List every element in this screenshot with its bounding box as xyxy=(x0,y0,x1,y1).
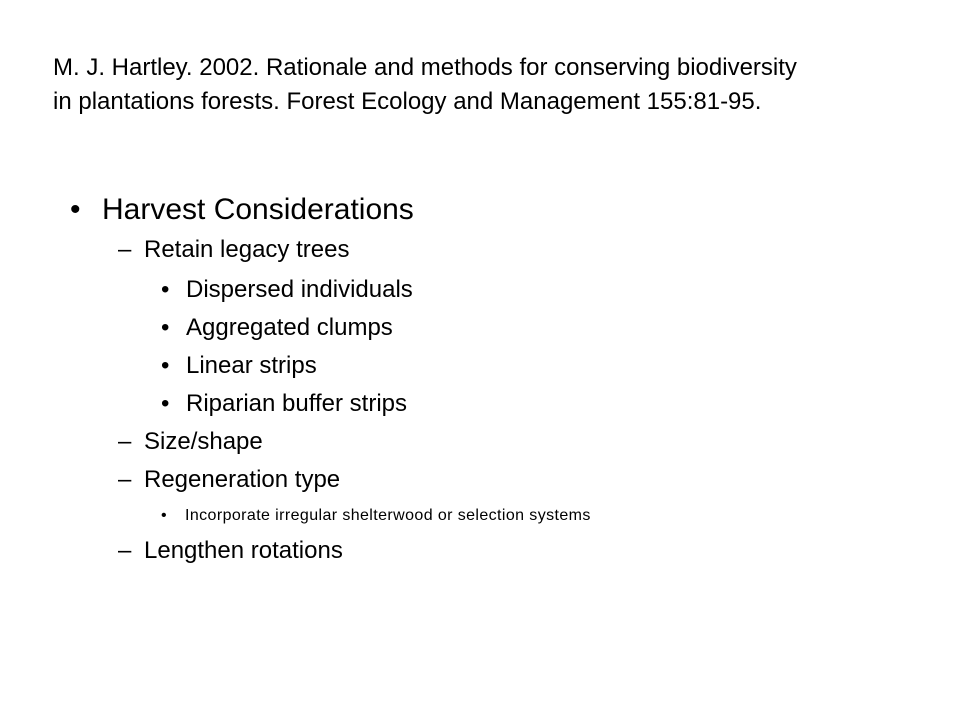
bullet-marker: • xyxy=(161,507,168,524)
citation-line-1: M. J. Hartley. 2002. Rationale and methods for conserving biodiversity xyxy=(53,54,797,81)
subitem-text: Riparian buffer strips xyxy=(186,390,407,417)
bullet-marker: • xyxy=(70,193,81,226)
citation-line-2: in plantations forests. Forest Ecology and Management 155:81-95. xyxy=(53,88,762,115)
subitem-text: Incorporate irregular shelterwood or selection systems xyxy=(185,507,591,524)
dash-marker: – xyxy=(118,537,132,564)
item-text: Regeneration type xyxy=(144,466,341,493)
subitem-text: Aggregated clumps xyxy=(186,314,393,341)
bullet-marker: • xyxy=(161,314,170,341)
dash-marker: – xyxy=(118,466,132,493)
item-text: Lengthen rotations xyxy=(144,537,343,564)
item-text: Size/shape xyxy=(144,428,263,455)
subitem-text: Linear strips xyxy=(186,352,317,379)
dash-marker: – xyxy=(118,236,132,263)
bullet-marker: • xyxy=(161,390,170,417)
item-text: Retain legacy trees xyxy=(144,236,350,263)
bullet-marker: • xyxy=(161,276,170,303)
dash-marker: – xyxy=(118,428,132,455)
bullet-marker: • xyxy=(161,352,170,379)
heading-text: Harvest Considerations xyxy=(102,193,414,226)
subitem-text: Dispersed individuals xyxy=(186,276,413,303)
